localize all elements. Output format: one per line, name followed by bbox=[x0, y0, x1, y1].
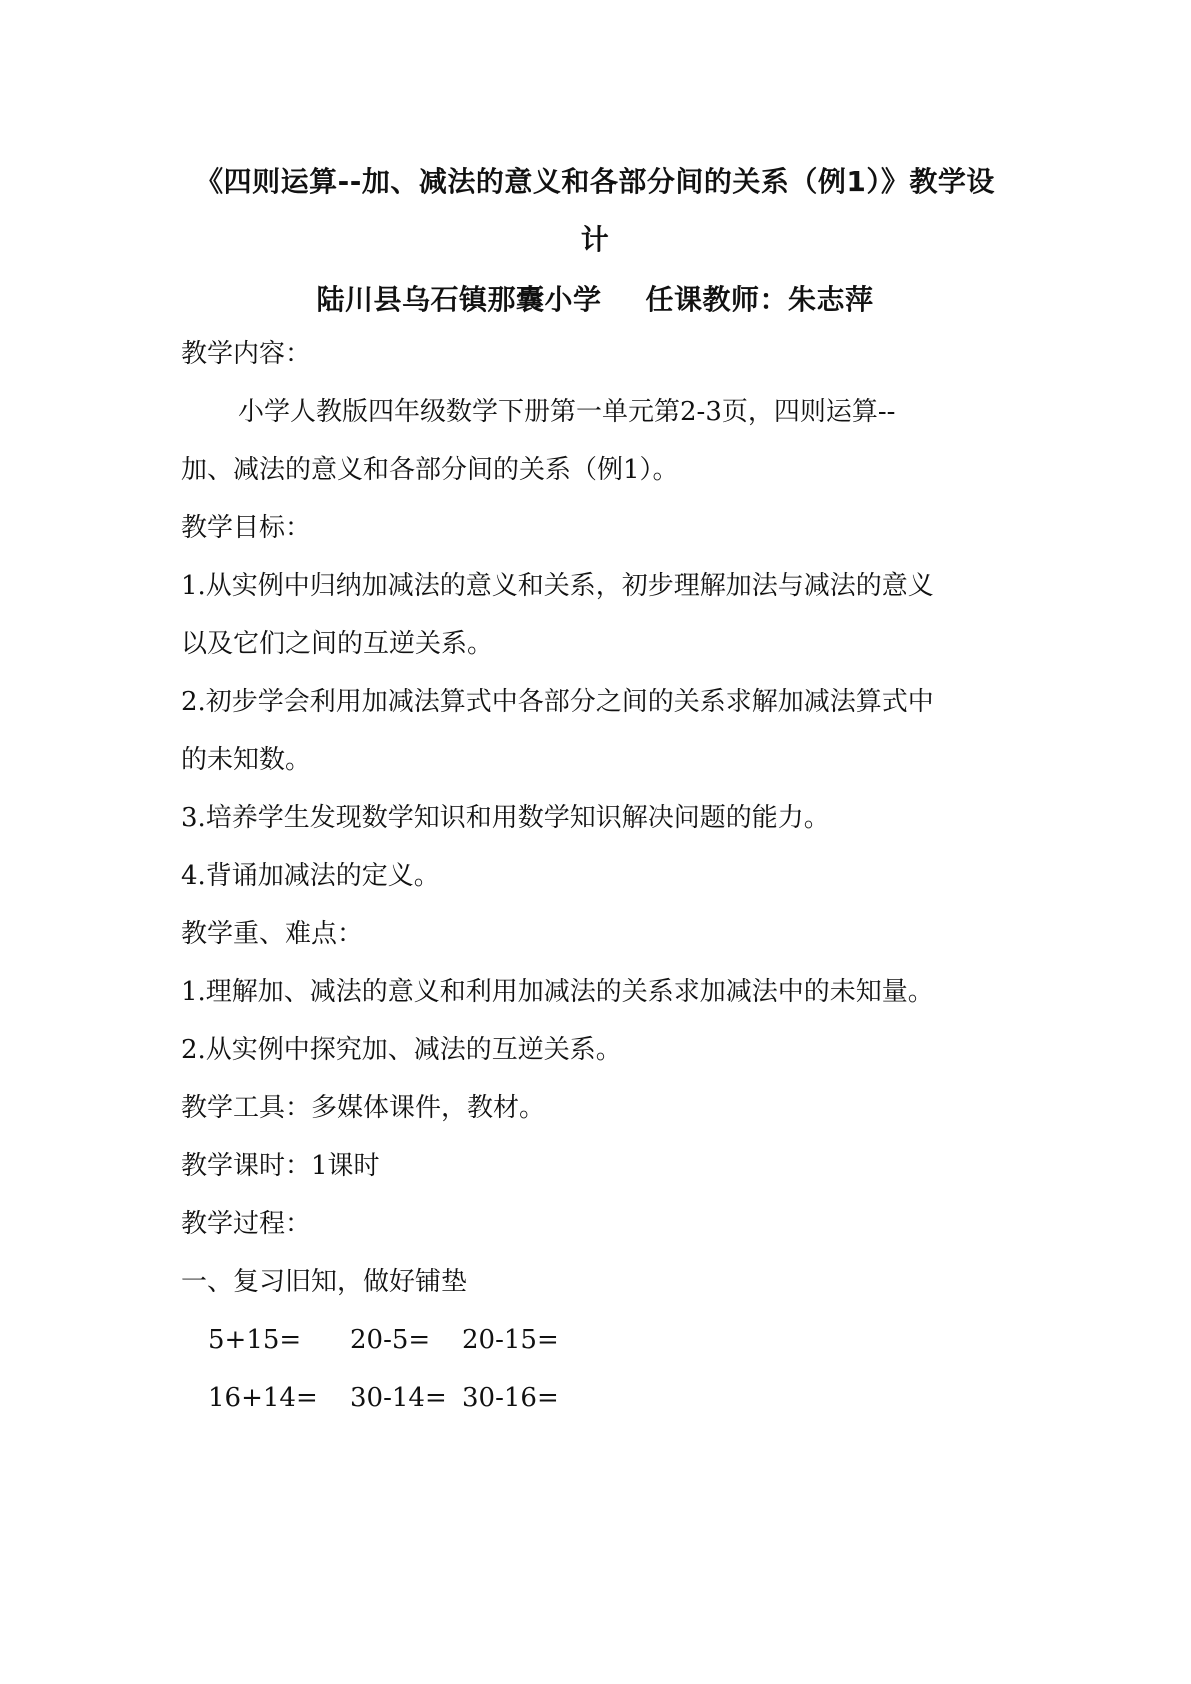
key-point-2: 2.从实例中探究加、减法的互逆关系。 bbox=[181, 1035, 622, 1065]
teaching-tools: 教学工具：多媒体课件，教材。 bbox=[181, 1093, 546, 1123]
goal-4: 4.背诵加减法的定义。 bbox=[181, 861, 440, 891]
author-line bbox=[160, 278, 1030, 318]
step-1-heading: 一、复习旧知，做好铺垫 bbox=[181, 1267, 468, 1297]
key-point-1: 1.理解加、减法的意义和利用加减法的关系求加减法中的未知量。 bbox=[181, 977, 934, 1007]
equation-row bbox=[0, 1322, 1191, 1358]
content-text-line2: 加、减法的意义和各部分间的关系（例1）。 bbox=[181, 455, 679, 485]
goals-heading: 教学目标： bbox=[181, 513, 312, 543]
doc-title-line2: 计 bbox=[580, 223, 610, 256]
teaching-hours: 教学课时：1课时 bbox=[181, 1151, 380, 1181]
equation: 30-14= bbox=[350, 1383, 447, 1413]
doc-title-line1: 《四则运算--加、减法的意义和各部分间的关系（例1）》教学设 bbox=[195, 165, 995, 198]
teacher-name: 任课教师：朱志萍 bbox=[645, 283, 874, 316]
equation: 30-16= bbox=[462, 1383, 559, 1413]
equation: 5+15= bbox=[208, 1325, 302, 1355]
content-text-line1: 小学人教版四年级数学下册第一单元第2-3页，四则运算-- bbox=[238, 397, 896, 427]
goal-2-line1: 2.初步学会利用加减法算式中各部分之间的关系求解加减法算式中 bbox=[181, 687, 934, 717]
equation: 20-5= bbox=[350, 1325, 431, 1355]
goal-3: 3.培养学生发现数学知识和用数学知识解决问题的能力。 bbox=[181, 803, 830, 833]
goal-2-line2: 的未知数。 bbox=[181, 745, 312, 775]
goal-1-line2: 以及它们之间的互逆关系。 bbox=[181, 629, 494, 659]
equation-row bbox=[0, 1380, 1191, 1416]
goal-1-line1: 1.从实例中归纳加减法的意义和关系，初步理解加法与减法的意义 bbox=[181, 571, 934, 601]
process-heading: 教学过程： bbox=[181, 1209, 312, 1239]
content-heading: 教学内容： bbox=[181, 339, 312, 369]
equation: 16+14= bbox=[208, 1383, 318, 1413]
equation: 20-15= bbox=[462, 1325, 559, 1355]
school-name: 陆川县乌石镇那囊小学 bbox=[316, 283, 602, 316]
key-points-heading: 教学重、难点： bbox=[181, 919, 364, 949]
